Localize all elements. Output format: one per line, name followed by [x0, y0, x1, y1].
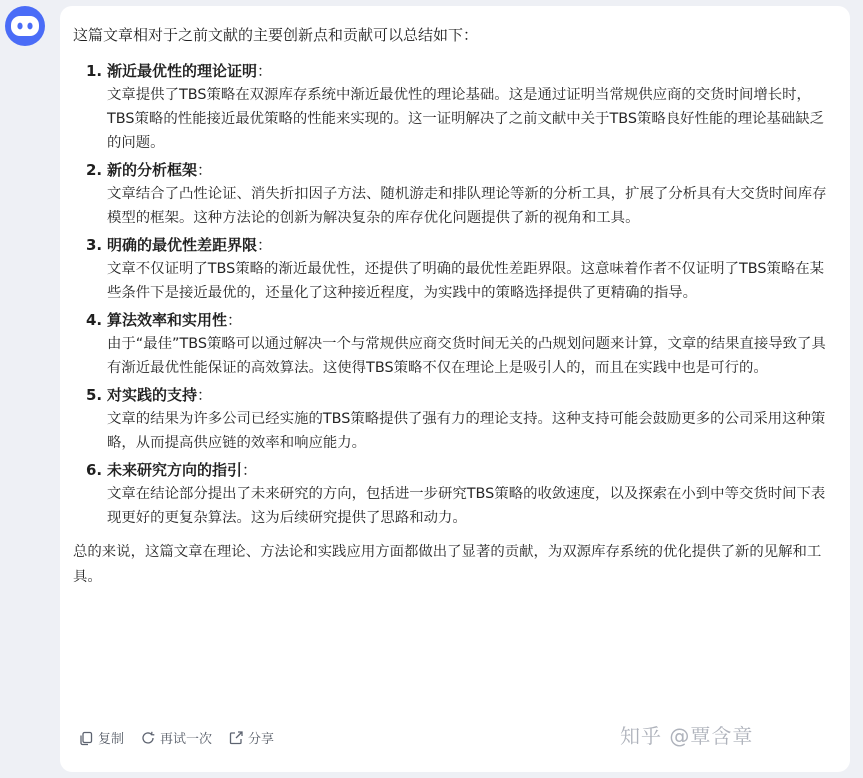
list-item-title-colon: ：: [197, 161, 213, 179]
list-item-number: 5.: [86, 386, 103, 404]
retry-button[interactable]: [140, 728, 212, 747]
list-item-title-colon: ：: [257, 62, 273, 80]
list-item-body: 由于“最佳”TBS策略可以通过解决一个与常规供应商交货时间无关的凸规划问题来计算，文章的结果直接导致了具有渐近最优性能保证的高效算法。这使得TBS策略不仅在理论上是吸引人的，而且在实践中也是可行的。: [107, 336, 826, 376]
zhihu-watermark: 知乎 @覃含章: [620, 724, 754, 748]
assistant-avatar: [5, 6, 45, 46]
assistant-message-card: [60, 6, 850, 772]
list-item-number: 1.: [86, 62, 103, 80]
list-item-title: 未来研究方向的指引: [107, 461, 243, 479]
robot-face-icon: [10, 15, 40, 37]
list-item: [73, 309, 836, 380]
list-item-title-line: [107, 309, 836, 332]
list-item-title-line: [107, 459, 836, 482]
list-item-title-line: [107, 234, 836, 257]
list-item-number: 2.: [86, 161, 103, 179]
list-item: [73, 60, 836, 155]
list-item-number: 4.: [86, 311, 103, 329]
message-action-bar: [78, 728, 274, 747]
list-item-title: 对实践的支持: [107, 386, 198, 404]
list-item-title-line: [107, 384, 836, 407]
list-item-title-colon: ：: [227, 311, 243, 329]
contribution-list: [73, 60, 836, 530]
copy-button-label: 复制: [98, 732, 125, 747]
list-item-title: 明确的最优性差距界限: [107, 236, 258, 254]
list-item-title: 渐近最优性的理论证明: [107, 62, 258, 80]
list-item-number: 6.: [86, 461, 103, 479]
list-item-title: 算法效率和实用性: [107, 311, 228, 329]
copy-button[interactable]: [78, 728, 124, 747]
list-item-body: 文章的结果为许多公司已经实施的TBS策略提供了强有力的理论支持。这种支持可能会鼓励更多的公司采用这种策略，从而提高供应链的效率和响应能力。: [107, 411, 826, 451]
retry-button-label: 再试一次: [160, 732, 213, 747]
list-item-body: 文章提供了TBS策略在双源库存系统中渐近最优性的理论基础。这是通过证明当常规供应商的交货时间增长时，TBS策略的性能接近最优策略的性能来实现的。这一证明解决了之前文献中关于TBS策略良好性能的理论基础缺乏的问题。: [107, 87, 825, 151]
list-item: [73, 384, 836, 455]
list-item-title-line: [107, 159, 836, 182]
list-item: [73, 159, 836, 230]
share-button-label: 分享: [248, 732, 275, 747]
list-item-title: 新的分析框架: [107, 161, 198, 179]
refresh-icon: [140, 730, 156, 746]
list-item-title-line: [107, 60, 836, 83]
list-item-body: 文章不仅证明了TBS策略的渐近最优性，还提供了明确的最优性差距界限。这意味着作者不仅证明了TBS策略在某些条件下是接近最优的，还量化了这种接近程度，为实践中的策略选择提供了更精确的指导。: [107, 261, 825, 301]
message-summary: 总的来说，这篇文章在理论、方法论和实践应用方面都做出了显著的贡献，为双源库存系统的优化提供了新的见解和工具。: [73, 544, 822, 585]
list-item-number: 3.: [86, 236, 103, 254]
list-item: [73, 234, 836, 305]
copy-icon: [78, 730, 94, 746]
message-intro: 这篇文章相对于之前文献的主要创新点和贡献可以总结如下：: [73, 26, 479, 44]
list-item-title-colon: ：: [197, 386, 213, 404]
list-item-body: 文章结合了凸性论证、消失折扣因子方法、随机游走和排队理论等新的分析工具，扩展了分析具有大交货时间库存模型的框架。这种方法论的创新为解决复杂的库存优化问题提供了新的视角和工具。: [107, 186, 827, 226]
list-item-title-colon: ：: [257, 236, 273, 254]
list-item-title-colon: ：: [242, 461, 258, 479]
list-item-body: 文章在结论部分提出了未来研究的方向，包括进一步研究TBS策略的收敛速度，以及探索在小到中等交货时间下表现更好的更复杂算法。这为后续研究提供了思路和动力。: [107, 486, 826, 526]
share-button[interactable]: [228, 728, 274, 747]
share-icon: [228, 730, 244, 746]
list-item: [73, 459, 836, 530]
